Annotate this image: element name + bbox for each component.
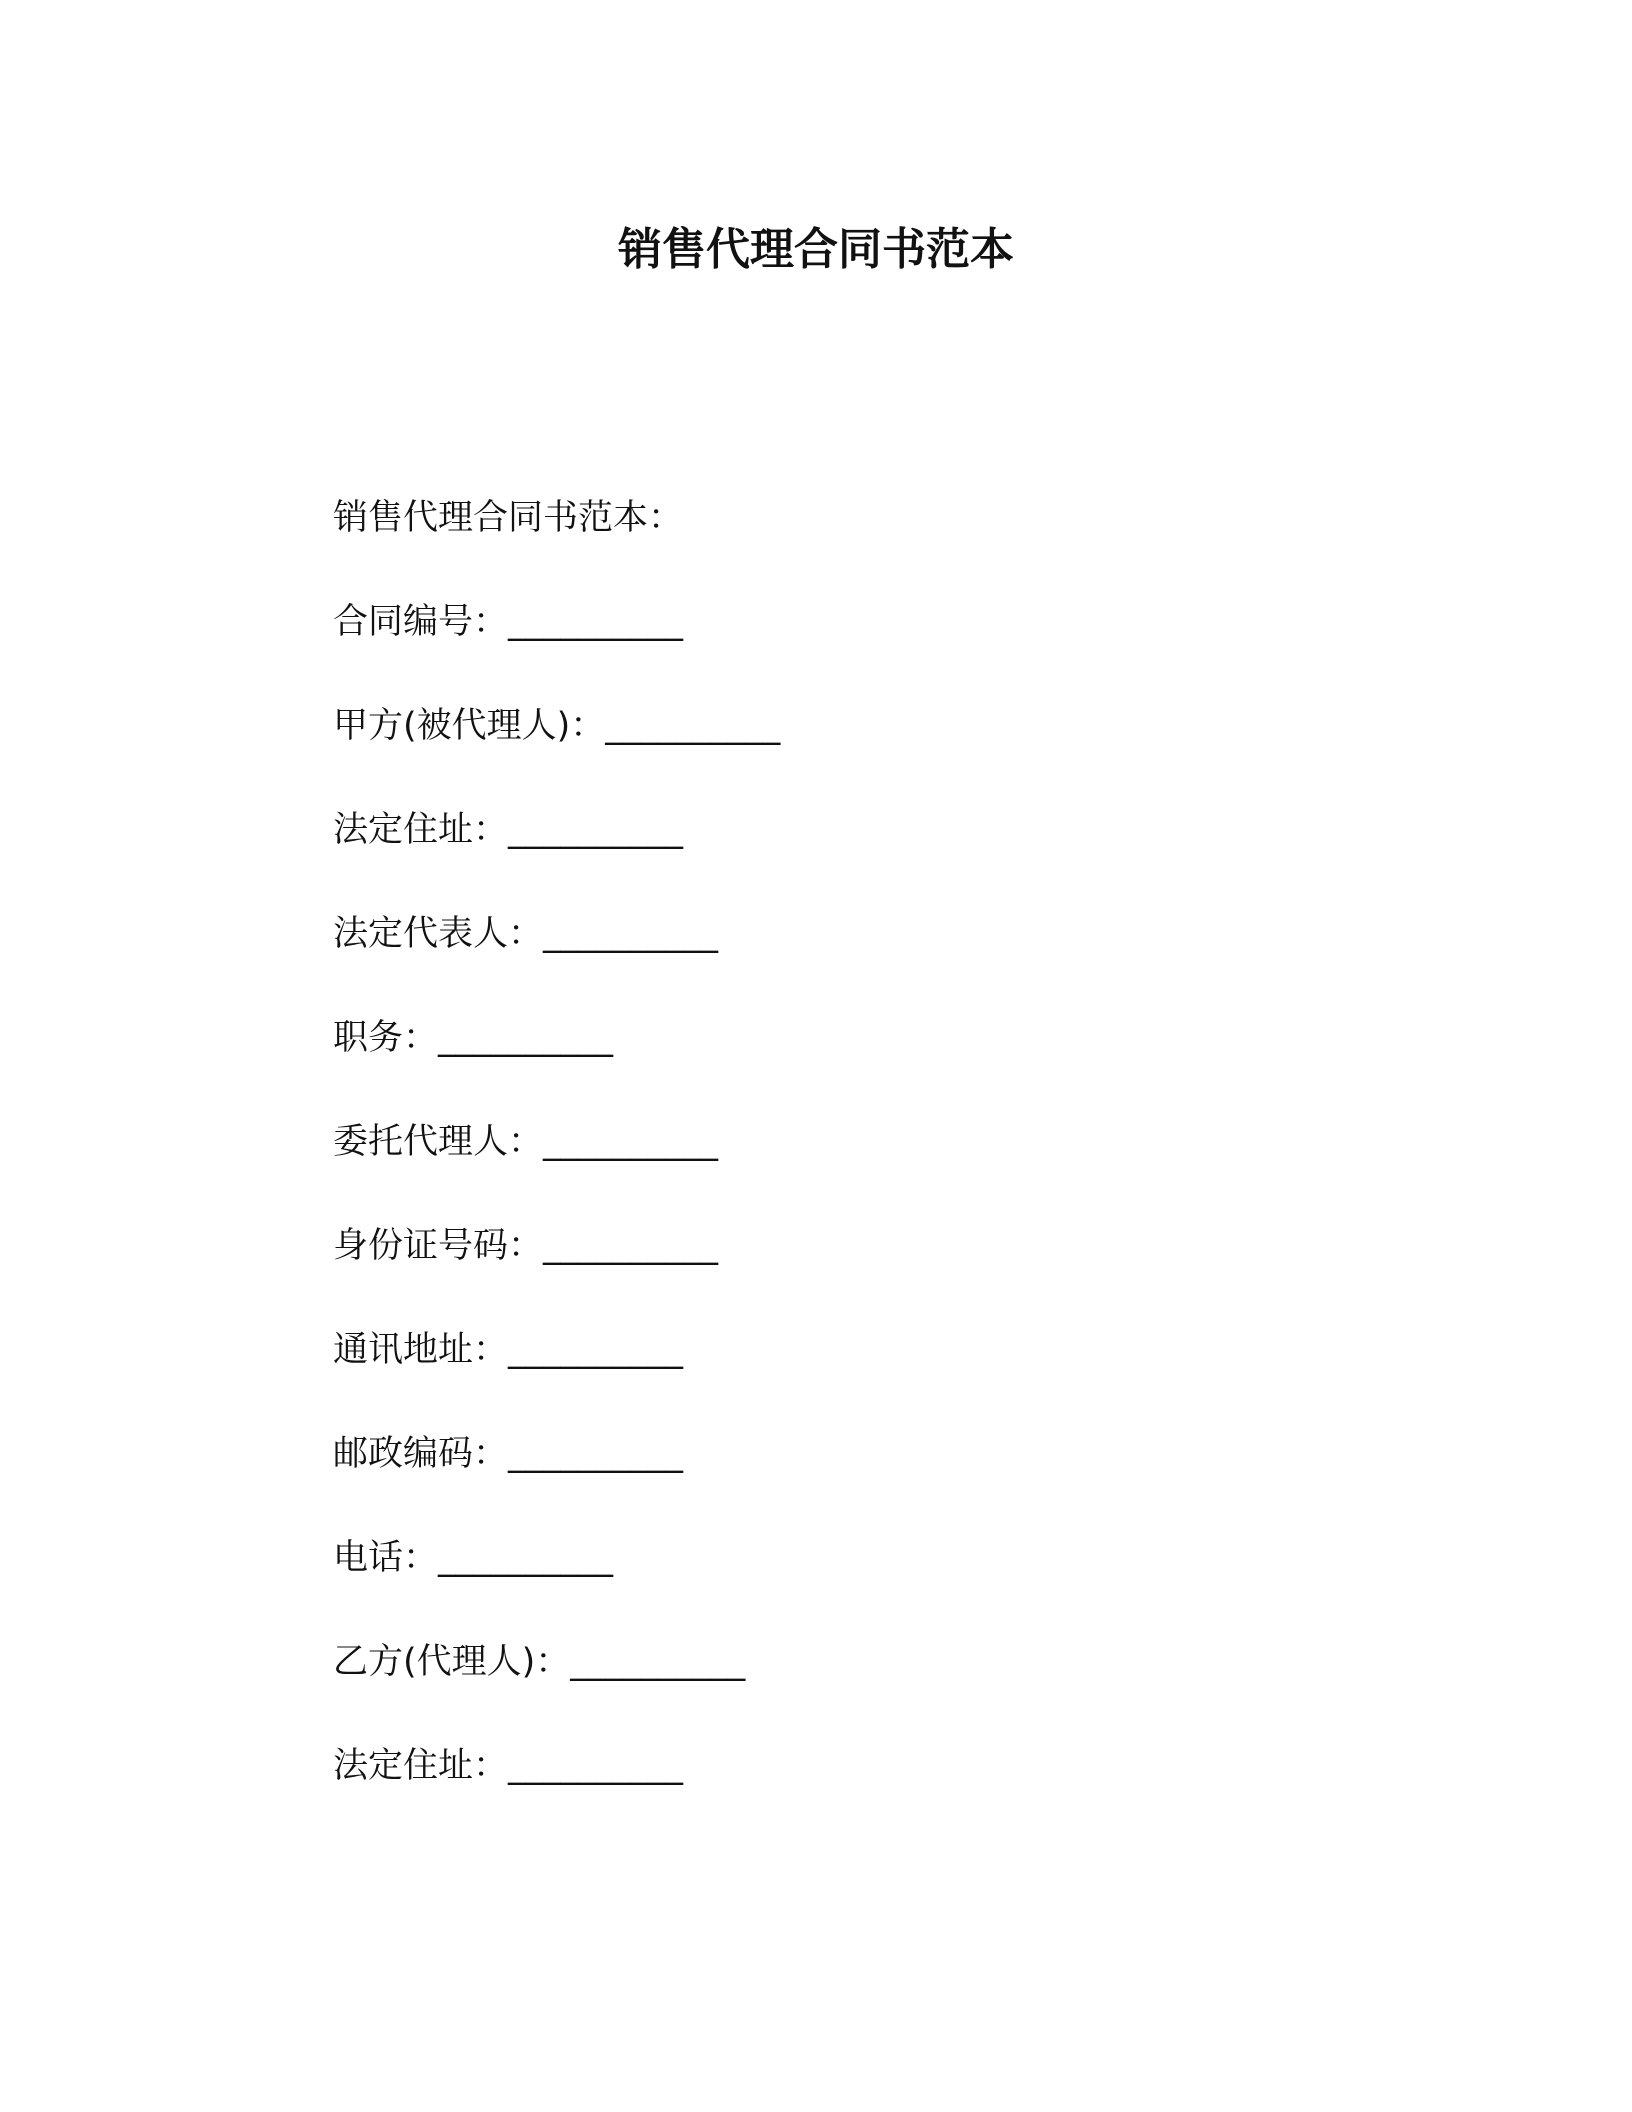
id-number-field: 身份证号码：__________ [333, 1226, 719, 1266]
document-body [333, 494, 1433, 1846]
document-title: 销售代理合同书范本 [618, 224, 1014, 275]
position-field: 职务：__________ [333, 1018, 614, 1058]
postal-code-field: 邮政编码：__________ [333, 1434, 684, 1474]
party-b-field: 乙方(代理人)：__________ [333, 1642, 746, 1682]
legal-representative-field: 法定代表人：__________ [333, 914, 719, 954]
authorized-agent-field: 委托代理人：__________ [333, 1122, 719, 1162]
intro-line: 销售代理合同书范本： [333, 498, 684, 538]
contract-number-field: 合同编号：__________ [333, 602, 684, 642]
phone-field: 电话：__________ [333, 1538, 614, 1578]
mailing-address-field: 通讯地址：__________ [333, 1330, 684, 1370]
party-b-address-field: 法定住址：__________ [333, 1746, 684, 1786]
party-a-address-field: 法定住址：__________ [333, 810, 684, 850]
party-a-field: 甲方(被代理人)：__________ [333, 706, 781, 746]
